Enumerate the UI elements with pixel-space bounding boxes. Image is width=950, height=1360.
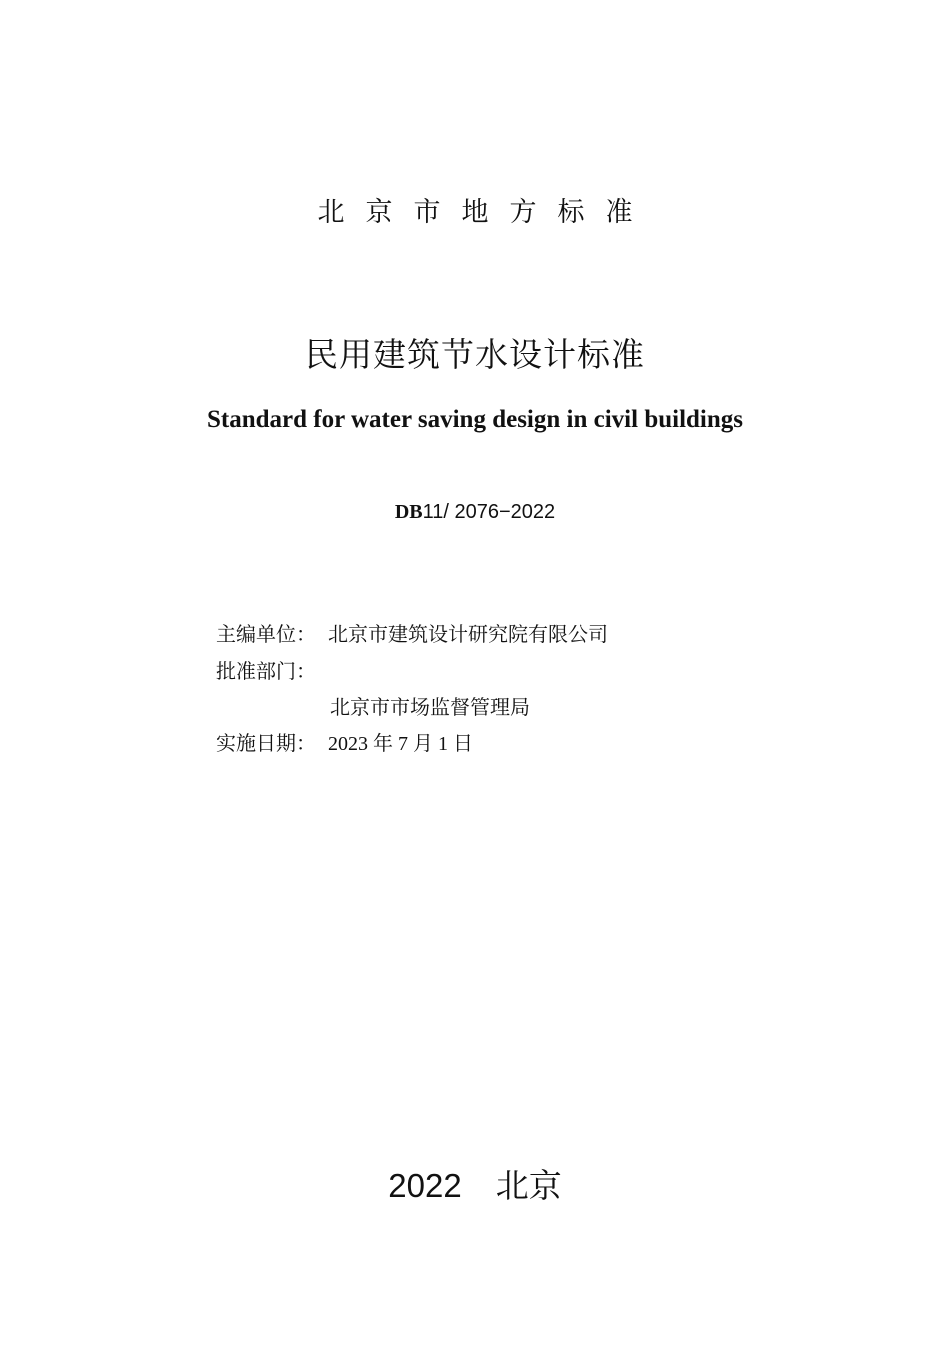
- approver-label: 批准部门：: [216, 659, 316, 683]
- standard-code-prefix: DB: [394, 501, 423, 523]
- editor-row: [216, 620, 608, 648]
- document-title-english: Standard for water saving design in civil buildings: [207, 406, 743, 433]
- approver-row: [216, 657, 328, 685]
- document-title-chinese: 民用建筑节水设计标准: [305, 335, 645, 374]
- editor-value: 北京市建筑设计研究院有限公司: [328, 622, 608, 646]
- standard-code: [0, 497, 950, 526]
- effective-date-row: [216, 729, 473, 758]
- publication-city: 北京: [495, 1166, 562, 1205]
- publication-year: 2022: [388, 1167, 462, 1204]
- editor-label: 主编单位：: [216, 622, 316, 646]
- effective-date-label: 实施日期：: [216, 731, 316, 755]
- standard-code-number: 11/ 2076−2022: [422, 501, 556, 523]
- publication-footer: [0, 1163, 950, 1209]
- approver-value: 北京市市场监督管理局: [330, 695, 530, 719]
- effective-date-value: 2023 年 7 月 1 日: [328, 733, 473, 755]
- standard-category: 北京市地方标准: [317, 197, 654, 228]
